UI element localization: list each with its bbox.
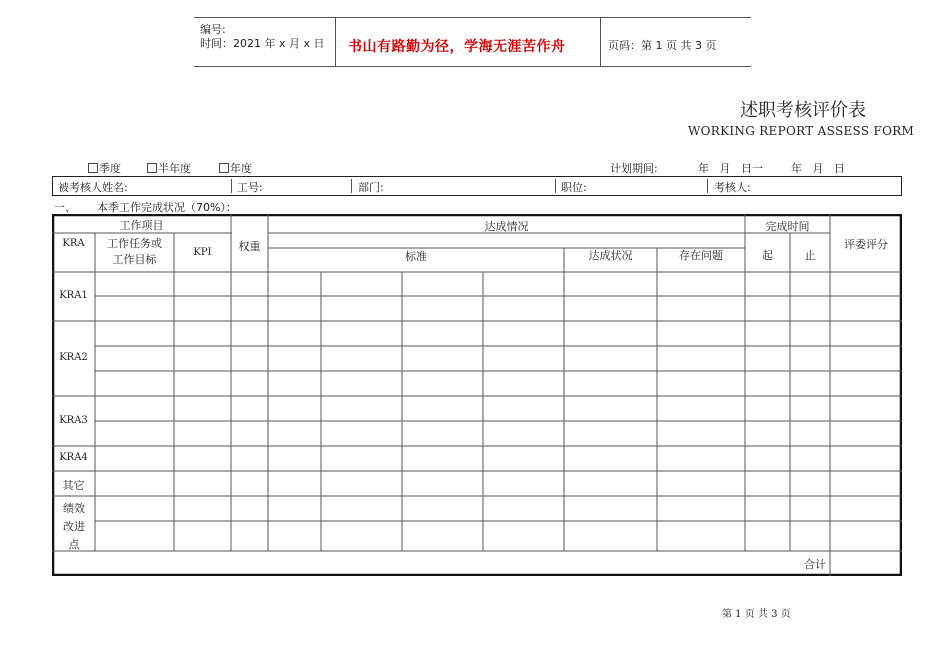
document-header <box>194 17 751 67</box>
total-label: 合计 <box>804 558 826 571</box>
header-status: 达成状况 <box>588 249 633 262</box>
row-label-kra2: KRA2 <box>59 352 88 363</box>
table-grid <box>52 214 902 576</box>
name-field[interactable]: 被考核人姓名: <box>58 181 128 194</box>
checkbox-icon[interactable] <box>219 163 229 173</box>
period-option-quarter[interactable]: 季度 <box>88 160 121 176</box>
info-row <box>52 176 902 196</box>
header-score: 评委评分 <box>844 238 888 251</box>
assessment-table <box>52 214 902 576</box>
plan-period-label: 计划期间: <box>610 162 658 175</box>
header-end: 止 <box>804 249 816 262</box>
time-label: 时间：2021 年 x 月 x 日 <box>200 37 325 50</box>
period-option-half-year[interactable]: 半年度 <box>147 160 191 176</box>
header-project: 工作项目 <box>119 219 164 232</box>
period-option-year[interactable]: 年度 <box>219 160 252 176</box>
motto-text: 书山有路勤为径，学海无涯苦作舟 <box>348 39 566 55</box>
row-label-kra1: KRA1 <box>59 290 88 301</box>
dept-field[interactable]: 部门: <box>358 181 384 194</box>
id-field[interactable]: 工号: <box>237 181 263 194</box>
position-field[interactable]: 职位: <box>561 181 587 194</box>
header-task: 工作任务或 工作目标 <box>107 237 162 266</box>
page-footer: 第 1 页 共 3 页 <box>722 609 791 620</box>
code-label: 编号: <box>200 23 226 36</box>
plan-period-dates[interactable]: 年 月 日一 年 月 日 <box>698 162 845 175</box>
header-start: 起 <box>762 249 773 262</box>
form-title: 述职考核评价表 <box>740 100 866 121</box>
row-label-kra3: KRA3 <box>59 415 88 426</box>
reviewer-field[interactable]: 考核人: <box>714 181 751 194</box>
header-kpi: KPI <box>193 247 212 258</box>
header-standard: 标准 <box>405 250 427 263</box>
row-label-improvement: 绩效改进点 <box>63 502 85 551</box>
row-label-kra4: KRA4 <box>59 452 88 463</box>
page-label: 页码：第 1 页 共 3 页 <box>608 39 717 52</box>
header-issue: 存在问题 <box>679 249 723 262</box>
form-title-english: WORKING REPORT ASSESS FORM <box>688 124 915 138</box>
header-kra: KRA <box>62 238 85 249</box>
header-time: 完成时间 <box>765 220 810 233</box>
checkbox-icon[interactable] <box>88 163 98 173</box>
checkbox-icon[interactable] <box>147 163 157 173</box>
header-achieve: 达成情况 <box>484 220 529 233</box>
row-label-other: 其它 <box>62 479 85 492</box>
header-weight: 权重 <box>238 240 261 253</box>
section-title: 一、 本季工作完成状况（70%）： <box>54 201 237 214</box>
